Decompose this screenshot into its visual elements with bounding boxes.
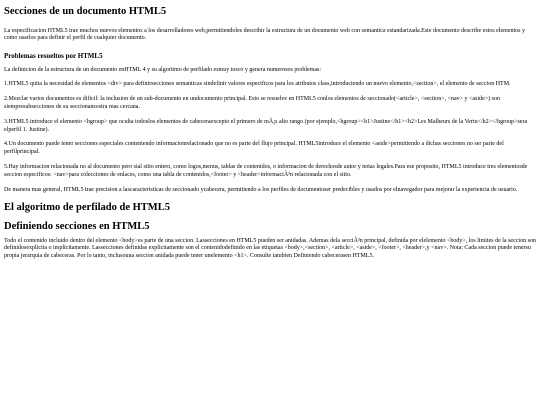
intro-paragraph: La especificacion HTML5 trae muchos nuevos elementos a los desarrolladores web,permitiendoles describir la estructura de un documento web con semantica estandarizada.Este documento describe estos elementos y como usarlos para definir el perfil de cualquier documento. bbox=[4, 27, 525, 42]
problem-item-1: 1.HTML5 quita la necesidad de elementos <div> para definirsecciones semanticas sindefinir valores especificos para los atributos class,introduciendo un nuevo elemento,<section>, el elemento de seccion HTM. bbox=[4, 81, 511, 88]
problems-heading: Problemas resueltos por HTML5 bbox=[4, 52, 103, 61]
page-title: Secciones de un documento HTML5 bbox=[4, 6, 167, 17]
problem-item-4: 4.Un documento puede tener secciones especiales conteniendo informacionrelacionado que no es parte del flujo principal. HTML5introduce el elemento <aside>permitiendo a dichas secciones no ser parte del perfilprincipal. bbox=[4, 141, 504, 156]
defining-sections-paragraph: Todo el contenido incluido dentro del elemento <body>es parte de una seccion. Lassecciones en HTML5 pueden ser anidadas. Ademas dela secciÃ³n principal, definida por elelemento <body>, los limites de la seccion son definidosexplicita o implicitamente. Lassecciones definidas explicitamente son el contenidodefinido en las etiquetas <body>,<section>, <article>, <aside>, <footer>, <header>,y <nav>. Nota: Cada seccion puede tenersu propia jerarquia de cabeceras. Por lo tanto, inclusouna seccion anidada puede tener unelemento <h1>. Consulte tambien Definiendo cabecerasen HTML5. bbox=[4, 237, 536, 260]
problem-item-3: 3.HTML5 introduce el elemento <hgroup> que oculta todoslos elementos de cabeceraexcepto el primero de mÃ¡s alto rango (por ejemplo,<hgroup><h1>Justine</h1><h2>Les Malheurs de la Vertu</h2></hgroup>sera elperfil 1. Justine). bbox=[4, 118, 528, 133]
conclusion-paragraph: De manera mas general, HTML5 trae precision a lascaracteristicas de seccionado ycabecera, permitiendo a los perfiles de documentoser predecibles y usados por elnavegador para mejorar la experiencia de usuario. bbox=[4, 186, 518, 193]
defining-sections-heading: Definiendo secciones en HTML5 bbox=[4, 220, 150, 232]
problems-intro-paragraph: La definicion de la estructura de un documento enHTML 4 y su algoritmo de perfilado esmuy tosco y genera numerosos problemas: bbox=[4, 66, 322, 73]
algorithm-heading: El algoritmo de perfilado de HTML5 bbox=[4, 202, 170, 214]
problem-item-2: 2.Mezclar varios documentos es dificil: la inclusion de un sub-documento en undocumento principal. Esto se resuelve en HTML5 conlos elementos de seccionado(<article>, <section>, <nav> y <aside>) son siempresubsecciones de su seccionancestra mas cercana. bbox=[4, 96, 500, 110]
problem-item-5: 5.Hay informacion relacionada no al documento pero sial sitio entero, como logos,menus, tablas de contenidos, o informacion de derechosde autor y notas legales.Para ese proposito, HTML5 introduce tres elementosde seccion especificos: <nav>para colecciones de enlaces, como una tabla de contenidos,<footer> y <header>informaciÃ³n relacionada con el sitio. bbox=[4, 163, 528, 178]
